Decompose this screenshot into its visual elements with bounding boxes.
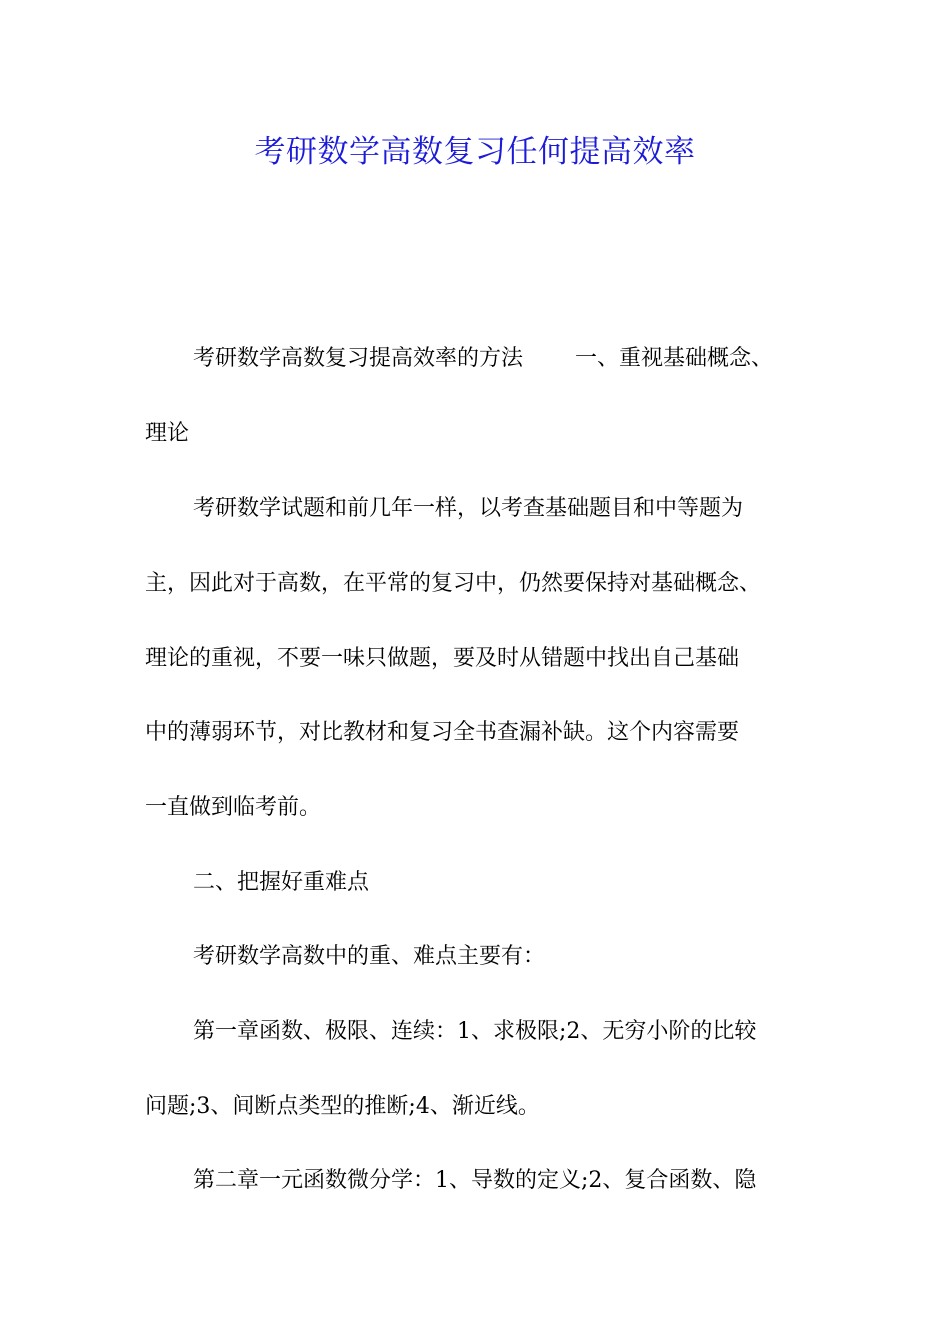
section-heading-one: 一、重视基础概念、 (575, 346, 774, 371)
section-heading-two: 二、把握好重难点 (193, 870, 370, 895)
paragraph-line-11: 问题;3、间断点类型的推断;4、渐近线。 (145, 1094, 540, 1119)
paragraph-line-3: 考研数学试题和前几年一样，以考查基础题目和中等题为 (193, 496, 744, 521)
paragraph-line-5: 理论的重视，不要一味只做题，要及时从错题中找出自己基础 (145, 646, 740, 671)
document-title: 考研数学高数复习任何提高效率 (254, 134, 696, 170)
paragraph-line-7: 一直做到临考前。 (145, 795, 322, 820)
paragraph-line-10: 第一章函数、极限、连续：1、求极限;2、无穷小阶的比较 (193, 1019, 757, 1044)
paragraph-heading-text: 考研数学高数复习提高效率的方法 (193, 346, 524, 371)
paragraph-line-12: 第二章一元函数微分学：1、导数的定义;2、复合函数、隐 (193, 1168, 757, 1193)
paragraph-line-9: 考研数学高数中的重、难点主要有： (193, 944, 546, 969)
paragraph-line-4: 主，因此对于高数，在平常的复习中，仍然要保持对基础概念、 (145, 571, 762, 596)
paragraph-line-2: 理论 (145, 421, 190, 446)
paragraph-line-1 (193, 344, 773, 374)
paragraph-line-6: 中的薄弱环节，对比教材和复习全书查漏补缺。这个内容需要 (145, 720, 740, 745)
